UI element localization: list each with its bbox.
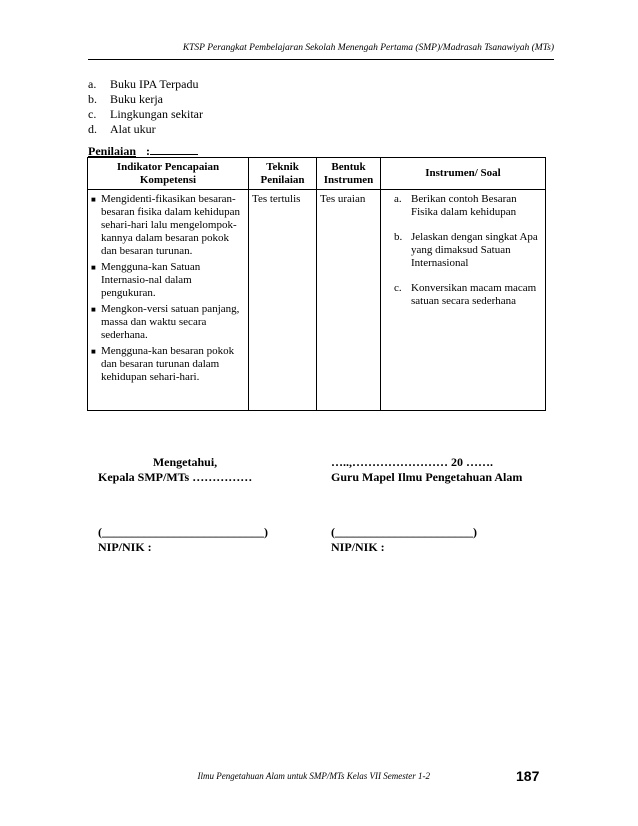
list-item-letter: a.: [88, 77, 97, 91]
running-header: KTSP Perangkat Pembelajaran Sekolah Menengah Pertama (SMP)/Madrasah Tsanawiyah (MTs): [182, 43, 554, 53]
list-item-text: Buku IPA Terpadu: [110, 77, 199, 91]
list-item-text: Buku kerja: [110, 92, 163, 106]
list-item: [91, 261, 245, 300]
nip-label: NIP/NIK :: [98, 540, 152, 554]
list-item: [88, 122, 203, 137]
list-item-text: Alat ukur: [110, 122, 156, 136]
signature-left-block: [98, 455, 260, 485]
penilaian-label: Penilaian: [88, 144, 137, 158]
header-rule: [88, 59, 554, 60]
running-footer: Ilmu Pengetahuan Alam untuk SMP/MTs Kelas VII Semester 1-2: [197, 771, 430, 781]
list-item: [91, 345, 245, 384]
indikator-text: Mengkon-versi satuan panjang, massa dan waktu secara sederhana.: [101, 303, 240, 341]
square-bullet-icon: ■: [91, 195, 96, 204]
page-number: 187: [516, 768, 540, 784]
date-line: …..,…………………… 20 …….: [331, 455, 493, 469]
list-item-letter: d.: [88, 122, 97, 136]
list-item: [88, 107, 203, 122]
list-item: [91, 193, 245, 258]
name-blank: (_______________________): [331, 525, 477, 539]
header-teknik: Teknik Penilaian: [249, 158, 317, 190]
mengetahui-label: Mengetahui,: [152, 455, 218, 469]
list-item-letter: c.: [88, 107, 97, 121]
square-bullet-icon: ■: [91, 305, 96, 314]
indikator-text: Mengidenti-fikasikan besaran-besaran fisika dalam kehidupan sehari-hari lalu mengelompok-kannya dalam besaran pokok dan besaran turunan.: [101, 193, 240, 257]
indikator-text: Mengguna-kan besaran pokok dan besaran turunan dalam kehidupan sehari-hari.: [101, 345, 235, 383]
indikator-list: [91, 193, 245, 384]
list-item: [88, 77, 203, 92]
list-item-letter: b.: [88, 92, 97, 106]
soal-cell: [381, 190, 546, 411]
penilaian-colon: :: [146, 144, 151, 158]
soal-text: Jelaskan dengan singkat Apa yang dimaksud Satuan Internasional: [411, 231, 538, 269]
indikator-cell: [88, 190, 249, 411]
penilaian-blank-line: [150, 142, 198, 155]
square-bullet-icon: ■: [91, 347, 96, 356]
table-row: [88, 190, 546, 411]
soal-letter: a.: [394, 193, 402, 205]
soal-item: [384, 193, 542, 219]
kepala-label: Kepala SMP/MTs ……………: [98, 470, 253, 484]
materials-list: [88, 77, 203, 137]
signature-left-name-block: [98, 525, 268, 555]
list-item-text: Lingkungan sekitar: [110, 107, 203, 121]
header-bentuk: Bentuk Instrumen: [317, 158, 381, 190]
table-header-row: [88, 158, 546, 190]
list-item: [91, 303, 245, 342]
nip-label: NIP/NIK :: [331, 540, 385, 554]
indikator-text: Mengguna-kan Satuan Internasio-nal dalam pengukuran.: [101, 261, 201, 299]
soal-text: Berikan contoh Besaran Fisika dalam kehidupan: [411, 193, 517, 218]
signature-right-block: [331, 455, 522, 485]
soal-item: [384, 231, 542, 270]
signature-right-name-block: [331, 525, 477, 555]
header-indikator: Indikator Pencapaian Kompetensi: [88, 158, 249, 190]
assessment-table: [87, 157, 546, 411]
soal-text: Konversikan macam macam satuan secara sederhana: [411, 282, 537, 307]
list-item: [88, 92, 203, 107]
guru-label: Guru Mapel Ilmu Pengetahuan Alam: [331, 470, 523, 484]
soal-letter: c.: [394, 282, 402, 294]
bentuk-cell: Tes uraian: [317, 190, 381, 411]
teknik-cell: Tes tertulis: [249, 190, 317, 411]
square-bullet-icon: ■: [91, 263, 96, 272]
header-instrumen: Instrumen/ Soal: [381, 158, 546, 190]
soal-letter: b.: [394, 231, 403, 243]
soal-item: [384, 282, 542, 308]
name-blank: (___________________________): [98, 525, 268, 539]
